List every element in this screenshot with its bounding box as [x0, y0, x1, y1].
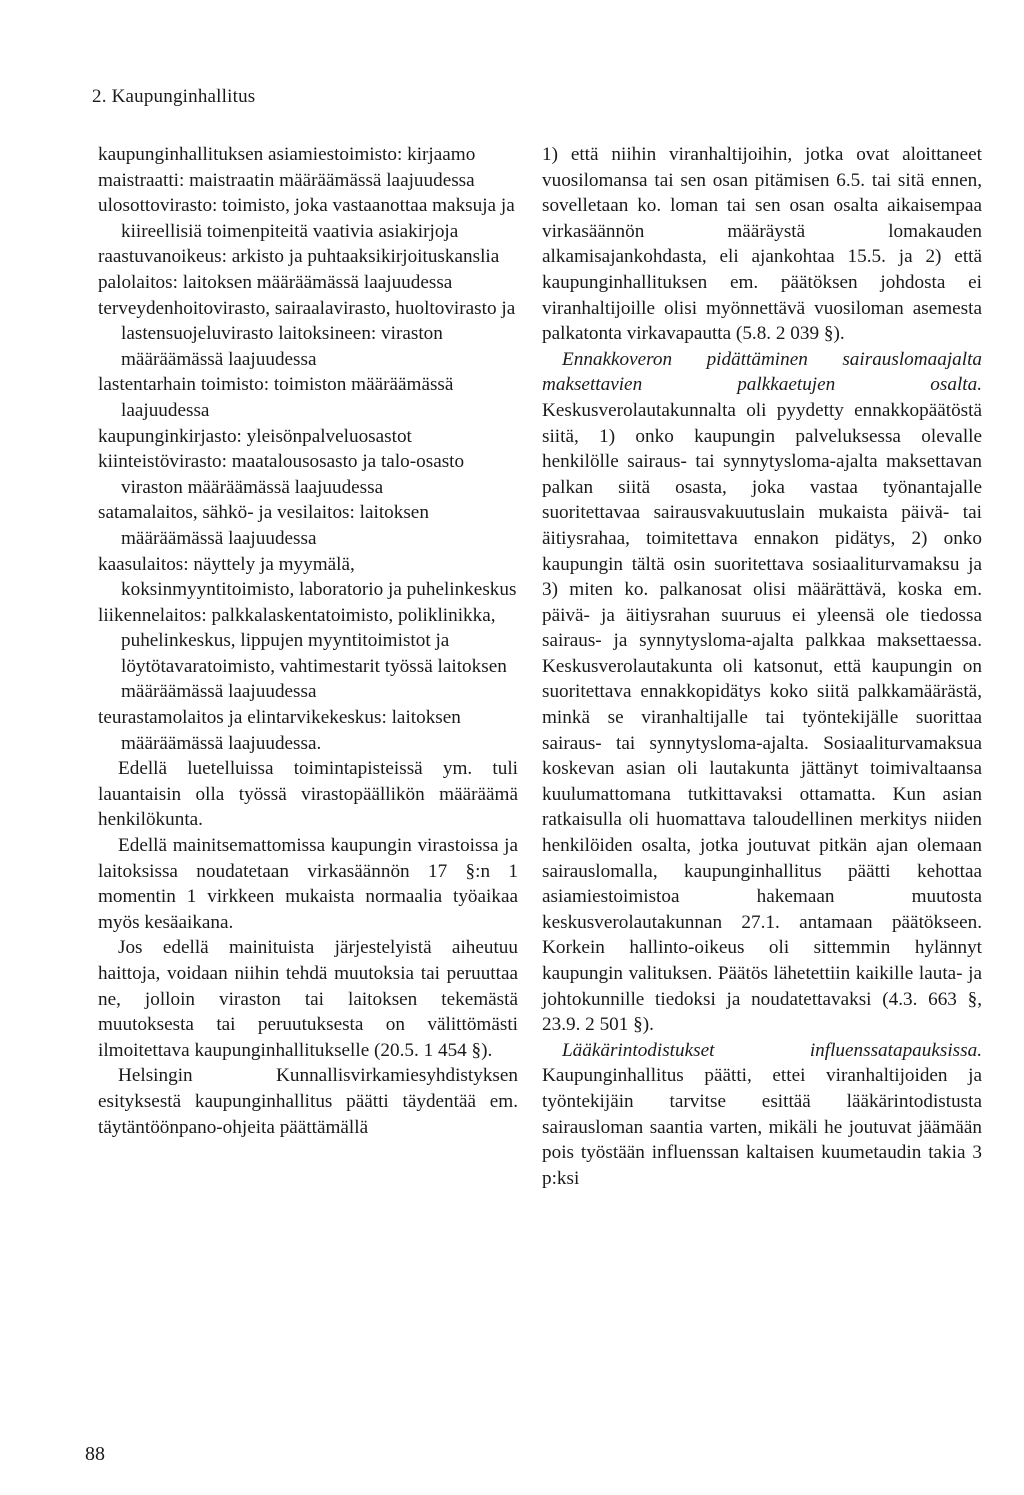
section-body-medical-certificates: Kaupunginhallitus päätti, ettei viranhaltijoiden ja työntekijäin tarvitse esittää lääkärintodistusta sairausloman saantia varten, mikäli he joutuvat jäämään pois työstään influenssan kaltaisen kuumetaudin takia 3 p:ksi: [542, 1065, 982, 1189]
list-item: kiinteistövirasto: maatalousosasto ja talo-osasto viraston määräämässä laajuudessa: [98, 451, 465, 498]
list-item: ulosottovirasto: toimisto, joka vastaanottaa maksuja ja kiireellisiä toimenpiteitä vaativia asiakirjoja: [98, 195, 515, 242]
body-paragraph: Helsingin Kunnallisvirkamiesyhdistyksen esityksestä kaupunginhallitus päätti täydentää em. täytäntöönpano-ohjeita päättämällä: [98, 1065, 518, 1138]
left-column: [98, 142, 518, 1140]
body-paragraph: Edellä luetelluissa toimintapisteissä ym. tuli lauantaisin olla työssä virastopäällikön määräämä henkilökunta.: [98, 758, 518, 831]
list-item: kaupunginhallituksen asiamiestoimisto: kirjaamo: [98, 144, 476, 165]
section-paragraph-tax-withholding: [542, 347, 982, 1038]
body-paragraph: Jos edellä mainituista järjestelyistä aiheutuu haittoja, voidaan niihin tehdä muutoksia tai peruuttaa ne, jolloin viraston tai laitoksen tekemästä muutoksesta tai peruutuksesta on välittömästi ilmoitettava kaupunginhallitukselle (20.5. 1 454 §).: [98, 937, 518, 1061]
list-item: kaupunginkirjasto: yleisönpalveluosastot: [98, 425, 412, 447]
list-item: lastentarhain toimisto: toimiston määräämässä laajuudessa: [98, 374, 454, 421]
page-header-section-title: 2. Kaupunginhallitus: [92, 86, 256, 107]
section-heading-tax-withholding: Ennakkoveron pidättäminen sairauslomaajalta maksettavien palkkaetujen osalta.: [542, 348, 982, 396]
list-item: teurastamolaitos ja elintarvikekeskus: laitoksen määräämässä laajuudessa.: [98, 707, 461, 754]
section-body-tax-withholding: Keskusverolautakunnalta oli pyydetty ennakkopäätöstä siitä, 1) onko kaupungin palveluksessa olevalle henkilölle sairaus- tai synnytysloma-ajalta maksettavan palkan siitä osasta, joka vastaa työnantajalle suoritettavaa sairausvakuutuslain mukaista päivä- tai äitiysrahaa, toimitettava ennakon pidätys, 2) onko kaupungin tältä osin suoritettava sosiaaliturvamaksu ja 3) miten ko. palkanosat olisi määrättävä, koska em. päivä- ja äitiysrahan suuruus ei yleensä ole tiedossa sairaus- ja synnytysloma-ajalta palkkaa maksettaessa. Keskusverolautakunta oli katsonut, että kaupungin on suoritettava ennakkopidätys koko siitä palkkamäärästä, minkä se viranhaltijalle tai työntekijälle suorittaa sairaus- tai synnytysloma-ajalta. Sosiaaliturvamaksua koskevan asian oli lautakunta jättänyt toimivaltaansa kuulumattomana tutkittavaksi ottamatta. Kun asian ratkaisulla oli huomattava taloudellinen merkitys niiden henkilöiden osalta, jotka joutuvat pitkän ajan olemaan sairauslomalla, kaupunginhallitus päätti kehottaa asiamiestoimistoa hakemaan muutosta keskusverolautakunnan 27.1. antamaan päätökseen. Korkein hallinto-oikeus oli sittemmin hylännyt kaupungin valituksen. Päätös lähetettiin kaikille lauta- ja johtokunnille tiedoksi ja noudatettavaksi (4.3. 663 §, 23.9. 2 501 §).: [542, 399, 982, 1036]
list-item: terveydenhoitovirasto, sairaalavirasto, huoltovirasto ja lastensuojeluvirasto laitoksineen: viraston määräämässä laajuudessa: [98, 297, 516, 370]
body-paragraph-intro: 1) että niihin viranhaltijoihin, jotka ovat aloittaneet vuosilomansa tai sen osan pitämisen 6.5. tai sitä ennen, sovelletaan ko. loman tai sen osan osalta aikaisempaa virkasäännön määräystä lomakauden alkamisajankohdasta, eli ajankohtaa 15.5. ja 2) että kaupunginhallituksen em. päätöksen johdosta ei viranhaltijoille olisi myönnettävä vuosiloman asemesta palkatonta virkavapautta (5.8. 2 039 §).: [542, 144, 982, 345]
right-column: [542, 142, 982, 1191]
section-heading-medical-certificates: Lääkärintodistukset influenssatapauksissa.: [562, 1039, 982, 1061]
list-item: maistraatti: maistraatin määräämässä laajuudessa: [98, 169, 475, 191]
list-item: palolaitos: laitoksen määräämässä laajuudessa: [98, 271, 453, 293]
list-item: raastuvanoikeus: arkisto ja puhtaaksikirjoituskanslia: [98, 246, 500, 268]
page-number: 88: [85, 1443, 105, 1465]
list-item: satamalaitos, sähkö- ja vesilaitos: laitoksen määräämässä laajuudessa: [98, 502, 429, 549]
list-item: liikennelaitos: palkkalaskentatoimisto, poliklinikka, puhelinkeskus, lippujen myyntitoimistot ja löytötavaratoimisto, vahtimestarit työssä laitoksen määräämässä laajuudessa: [98, 604, 507, 703]
body-paragraph: Edellä mainitsemattomissa kaupungin virastoissa ja laitoksissa noudatetaan virkasäännön 17 §:n 1 momentin 1 virkkeen mukaista normaalia työaikaa myös kesäaikana.: [98, 835, 518, 933]
list-item: kaasulaitos: näyttely ja myymälä, koksinmyyntitoimisto, laboratorio ja puhelinkeskus: [98, 553, 517, 601]
section-paragraph-medical-certificates: [542, 1038, 982, 1192]
